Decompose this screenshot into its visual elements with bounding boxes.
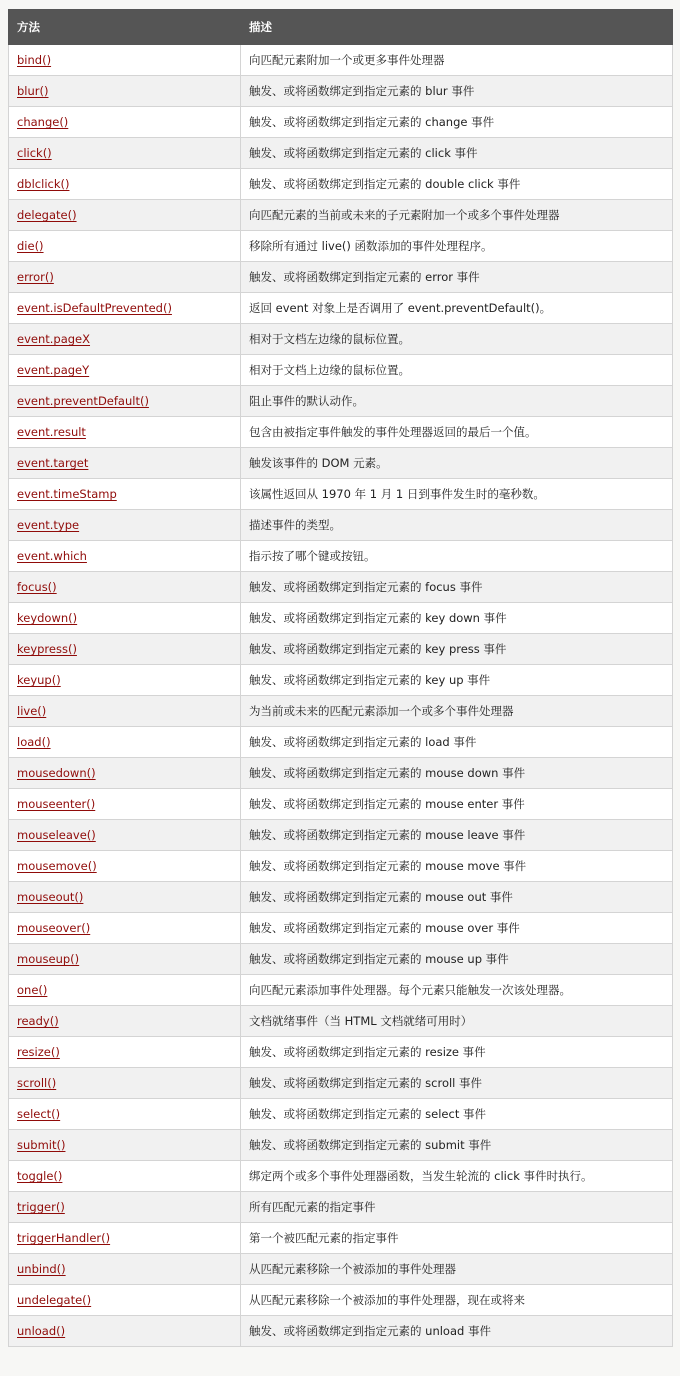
description-cell: 触发、或将函数绑定到指定元素的 change 事件 — [241, 107, 673, 138]
table-row — [9, 1037, 673, 1068]
method-link[interactable]: event.preventDefault() — [17, 394, 149, 408]
method-cell — [9, 634, 241, 665]
table-row — [9, 882, 673, 913]
method-link[interactable]: mousemove() — [17, 859, 97, 873]
table-row — [9, 386, 673, 417]
description-cell: 触发、或将函数绑定到指定元素的 resize 事件 — [241, 1037, 673, 1068]
table-row — [9, 727, 673, 758]
method-cell — [9, 1161, 241, 1192]
method-cell — [9, 1037, 241, 1068]
table-row — [9, 1006, 673, 1037]
method-link[interactable]: delegate() — [17, 208, 77, 222]
table-row — [9, 913, 673, 944]
table-row — [9, 851, 673, 882]
method-link[interactable]: mouseover() — [17, 921, 91, 935]
table-row — [9, 1130, 673, 1161]
method-cell — [9, 1099, 241, 1130]
method-link[interactable]: keypress() — [17, 642, 77, 656]
method-cell — [9, 572, 241, 603]
table-row — [9, 572, 673, 603]
method-cell — [9, 727, 241, 758]
table-row — [9, 510, 673, 541]
method-cell — [9, 1130, 241, 1161]
method-link[interactable]: select() — [17, 1107, 61, 1121]
table-row — [9, 1285, 673, 1316]
description-cell: 触发、或将函数绑定到指定元素的 click 事件 — [241, 138, 673, 169]
table-row — [9, 634, 673, 665]
method-link[interactable]: one() — [17, 983, 48, 997]
method-cell — [9, 324, 241, 355]
method-link[interactable]: keydown() — [17, 611, 78, 625]
description-cell: 触发、或将函数绑定到指定元素的 submit 事件 — [241, 1130, 673, 1161]
method-link[interactable]: trigger() — [17, 1200, 65, 1214]
method-link[interactable]: blur() — [17, 84, 49, 98]
table-row — [9, 944, 673, 975]
method-link[interactable]: ready() — [17, 1014, 59, 1028]
method-link[interactable]: event.result — [17, 425, 86, 439]
method-cell — [9, 355, 241, 386]
method-cell — [9, 138, 241, 169]
column-header-method: 方法 — [9, 10, 241, 45]
method-link[interactable]: change() — [17, 115, 69, 129]
method-link[interactable]: submit() — [17, 1138, 66, 1152]
table-row — [9, 975, 673, 1006]
table-row — [9, 758, 673, 789]
table-row — [9, 1068, 673, 1099]
description-cell: 触发该事件的 DOM 元素。 — [241, 448, 673, 479]
table-row — [9, 789, 673, 820]
method-cell — [9, 479, 241, 510]
description-cell: 从匹配元素移除一个被添加的事件处理器 — [241, 1254, 673, 1285]
method-link[interactable]: load() — [17, 735, 51, 749]
table-row — [9, 1223, 673, 1254]
description-cell: 触发、或将函数绑定到指定元素的 key down 事件 — [241, 603, 673, 634]
method-link[interactable]: event.type — [17, 518, 80, 532]
method-cell — [9, 200, 241, 231]
method-link[interactable]: unload() — [17, 1324, 66, 1338]
table-row — [9, 262, 673, 293]
method-cell — [9, 975, 241, 1006]
method-cell — [9, 1285, 241, 1316]
description-cell: 文档就绪事件（当 HTML 文档就绪可用时） — [241, 1006, 673, 1037]
method-link[interactable]: resize() — [17, 1045, 60, 1059]
description-cell: 向匹配元素附加一个或更多事件处理器 — [241, 45, 673, 76]
description-cell: 触发、或将函数绑定到指定元素的 mouse move 事件 — [241, 851, 673, 882]
header-row — [9, 10, 673, 45]
method-link[interactable]: focus() — [17, 580, 57, 594]
table-header — [9, 10, 673, 45]
method-cell — [9, 417, 241, 448]
method-cell — [9, 45, 241, 76]
table-row — [9, 107, 673, 138]
table-row — [9, 355, 673, 386]
description-cell: 向匹配元素的当前或未来的子元素附加一个或多个事件处理器 — [241, 200, 673, 231]
method-link[interactable]: mouseout() — [17, 890, 84, 904]
method-link[interactable]: toggle() — [17, 1169, 63, 1183]
method-link[interactable]: event.timeStamp — [17, 487, 117, 501]
method-cell — [9, 169, 241, 200]
table-row — [9, 479, 673, 510]
method-link[interactable]: event.target — [17, 456, 89, 470]
method-link[interactable]: mouseup() — [17, 952, 80, 966]
table-row — [9, 696, 673, 727]
description-cell: 绑定两个或多个事件处理器函数，当发生轮流的 click 事件时执行。 — [241, 1161, 673, 1192]
method-link[interactable]: event.isDefaultPrevented() — [17, 301, 172, 315]
table-row — [9, 1316, 673, 1347]
description-cell: 为当前或未来的匹配元素添加一个或多个事件处理器 — [241, 696, 673, 727]
description-cell: 触发、或将函数绑定到指定元素的 load 事件 — [241, 727, 673, 758]
table-row — [9, 603, 673, 634]
description-cell: 触发、或将函数绑定到指定元素的 mouse up 事件 — [241, 944, 673, 975]
method-link[interactable]: error() — [17, 270, 54, 284]
description-cell: 相对于文档上边缘的鼠标位置。 — [241, 355, 673, 386]
description-cell: 触发、或将函数绑定到指定元素的 focus 事件 — [241, 572, 673, 603]
method-cell — [9, 603, 241, 634]
method-cell — [9, 1068, 241, 1099]
description-cell: 描述事件的类型。 — [241, 510, 673, 541]
table-row — [9, 76, 673, 107]
table-row — [9, 1254, 673, 1285]
table-row — [9, 169, 673, 200]
table-row — [9, 231, 673, 262]
method-cell — [9, 1316, 241, 1347]
table-row — [9, 820, 673, 851]
description-cell: 触发、或将函数绑定到指定元素的 scroll 事件 — [241, 1068, 673, 1099]
description-cell: 相对于文档左边缘的鼠标位置。 — [241, 324, 673, 355]
description-cell: 从匹配元素移除一个被添加的事件处理器，现在或将来 — [241, 1285, 673, 1316]
method-cell — [9, 76, 241, 107]
description-cell: 触发、或将函数绑定到指定元素的 unload 事件 — [241, 1316, 673, 1347]
description-cell: 触发、或将函数绑定到指定元素的 mouse leave 事件 — [241, 820, 673, 851]
table-row — [9, 417, 673, 448]
method-link[interactable]: mouseleave() — [17, 828, 96, 842]
description-cell: 返回 event 对象上是否调用了 event.preventDefault()。 — [241, 293, 673, 324]
description-cell: 阻止事件的默认动作。 — [241, 386, 673, 417]
method-link[interactable]: live() — [17, 704, 47, 718]
method-cell — [9, 541, 241, 572]
method-cell — [9, 510, 241, 541]
description-cell: 触发、或将函数绑定到指定元素的 double click 事件 — [241, 169, 673, 200]
method-cell — [9, 758, 241, 789]
description-cell: 触发、或将函数绑定到指定元素的 key press 事件 — [241, 634, 673, 665]
method-cell — [9, 293, 241, 324]
method-cell — [9, 665, 241, 696]
method-link[interactable]: triggerHandler() — [17, 1231, 111, 1245]
method-link[interactable]: bind() — [17, 53, 52, 67]
method-cell — [9, 1192, 241, 1223]
method-cell — [9, 696, 241, 727]
method-cell — [9, 262, 241, 293]
method-link[interactable]: dblclick() — [17, 177, 70, 191]
method-cell — [9, 882, 241, 913]
method-cell — [9, 913, 241, 944]
description-cell: 向匹配元素添加事件处理器。每个元素只能触发一次该处理器。 — [241, 975, 673, 1006]
method-link[interactable]: unbind() — [17, 1262, 66, 1276]
description-cell: 触发、或将函数绑定到指定元素的 blur 事件 — [241, 76, 673, 107]
description-cell: 第一个被匹配元素的指定事件 — [241, 1223, 673, 1254]
description-cell: 该属性返回从 1970 年 1 月 1 日到事件发生时的毫秒数。 — [241, 479, 673, 510]
description-cell: 触发、或将函数绑定到指定元素的 mouse down 事件 — [241, 758, 673, 789]
description-cell: 移除所有通过 live() 函数添加的事件处理程序。 — [241, 231, 673, 262]
method-link[interactable]: undelegate() — [17, 1293, 92, 1307]
method-cell — [9, 386, 241, 417]
description-cell: 指示按了哪个键或按钮。 — [241, 541, 673, 572]
description-cell: 触发、或将函数绑定到指定元素的 mouse enter 事件 — [241, 789, 673, 820]
table-row — [9, 665, 673, 696]
table-body — [9, 45, 673, 1347]
table-row — [9, 138, 673, 169]
method-link[interactable]: scroll() — [17, 1076, 57, 1090]
event-methods-table — [8, 9, 673, 1347]
description-cell: 触发、或将函数绑定到指定元素的 key up 事件 — [241, 665, 673, 696]
method-cell — [9, 820, 241, 851]
method-link[interactable]: event.which — [17, 549, 87, 563]
description-cell: 触发、或将函数绑定到指定元素的 error 事件 — [241, 262, 673, 293]
method-cell — [9, 851, 241, 882]
table-row — [9, 448, 673, 479]
description-cell: 触发、或将函数绑定到指定元素的 mouse over 事件 — [241, 913, 673, 944]
method-link[interactable]: event.pageY — [17, 363, 90, 377]
table-row — [9, 293, 673, 324]
method-cell — [9, 1006, 241, 1037]
table-row — [9, 45, 673, 76]
method-link[interactable]: event.pageX — [17, 332, 91, 346]
table-row — [9, 1161, 673, 1192]
table-row — [9, 541, 673, 572]
column-header-description: 描述 — [241, 10, 673, 45]
description-cell: 包含由被指定事件触发的事件处理器返回的最后一个值。 — [241, 417, 673, 448]
method-cell — [9, 448, 241, 479]
description-cell: 触发、或将函数绑定到指定元素的 mouse out 事件 — [241, 882, 673, 913]
table-row — [9, 1192, 673, 1223]
method-cell — [9, 789, 241, 820]
method-cell — [9, 231, 241, 262]
method-cell — [9, 1254, 241, 1285]
description-cell: 所有匹配元素的指定事件 — [241, 1192, 673, 1223]
method-link[interactable]: mouseenter() — [17, 797, 96, 811]
method-cell — [9, 1223, 241, 1254]
method-link[interactable]: die() — [17, 239, 44, 253]
table-row — [9, 200, 673, 231]
method-cell — [9, 944, 241, 975]
table-row — [9, 324, 673, 355]
method-cell — [9, 107, 241, 138]
table-row — [9, 1099, 673, 1130]
method-link[interactable]: keyup() — [17, 673, 61, 687]
description-cell: 触发、或将函数绑定到指定元素的 select 事件 — [241, 1099, 673, 1130]
method-link[interactable]: click() — [17, 146, 52, 160]
method-link[interactable]: mousedown() — [17, 766, 96, 780]
